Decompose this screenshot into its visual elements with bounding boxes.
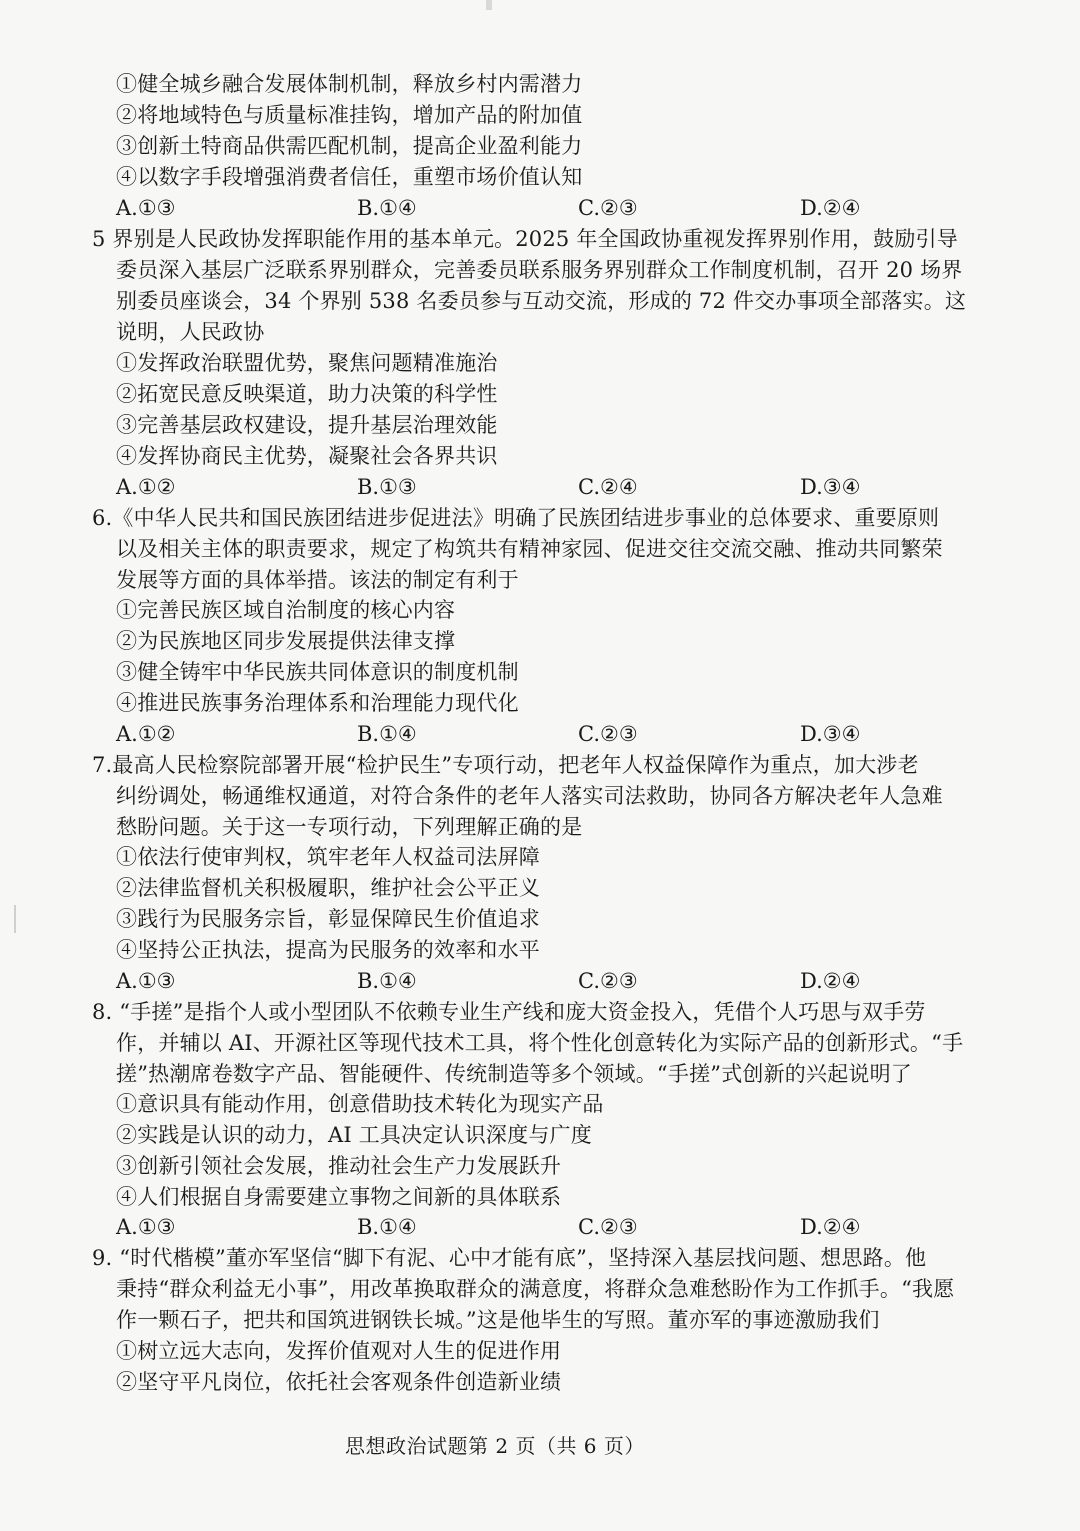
q8-item-3: ③创新引领社会发展，推动社会生产力发展跃升 [116, 1154, 562, 1178]
q8-stem-line-2: 作，并辅以 AI、开源社区等现代技术工具，将个性化创意转化为实际产品的创新形式。“手 [116, 1031, 964, 1055]
q5-stem-line-2: 委员深入基层广泛联系界别群众，完善委员联系服务界别群众工作制度机制，召开 20 场界 [116, 258, 963, 282]
q5-option-b: B.①③ [357, 475, 417, 499]
page-footer: 思想政治试题第 2 页（共 6 页） [345, 1434, 645, 1458]
q9-stem-line-3: 作一颗石子，把共和国筑进钢铁长城。”这是他毕生的写照。董亦军的事迹激励我们 [116, 1308, 880, 1332]
q6-option-b: B.①④ [357, 722, 417, 746]
q9-item-2: ②坚守平凡岗位，依托社会客观条件创造新业绩 [116, 1370, 562, 1394]
q5-option-d: D.③④ [800, 475, 861, 499]
q5-stem-line-1: 5 界别是人民政协发挥职能作用的基本单元。2025 年全国政协重视发挥界别作用，鼓励引导 [92, 227, 958, 251]
q5-item-3: ③完善基层政权建设，提升基层治理效能 [116, 413, 498, 437]
q4-item-3: ③创新土特商品供需匹配机制，提高企业盈利能力 [116, 134, 583, 158]
q5-stem-line-3: 别委员座谈会，34 个界别 538 名委员参与互动交流，形成的 72 件交办事项全部落实。这 [116, 289, 967, 313]
q4-option-c: C.②③ [578, 196, 638, 220]
q6-option-a: A.①② [116, 722, 176, 746]
q6-item-2: ②为民族地区同步发展提供法律支撑 [116, 629, 456, 653]
q8-item-4: ④人们根据自身需要建立事物之间新的具体联系 [116, 1185, 562, 1209]
q5-item-1: ①发挥政治联盟优势，聚焦问题精准施治 [116, 351, 498, 375]
q4-option-d: D.②④ [800, 196, 861, 220]
q7-item-2: ②法律监督机关积极履职，维护社会公平正义 [116, 876, 540, 900]
q8-stem-line-1: 8. “手搓”是指个人或小型团队不依赖专业生产线和庞大资金投入，凭借个人巧思与双手劳 [92, 1000, 926, 1024]
q6-item-3: ③健全铸牢中华民族共同体意识的制度机制 [116, 660, 519, 684]
q9-stem-line-1: 9. “时代楷模”董亦军坚信“脚下有泥、心中才能有底”，坚持深入基层找问题、想思路。他 [92, 1246, 927, 1270]
q8-option-c: C.②③ [578, 1215, 638, 1239]
q6-stem-line-3: 发展等方面的具体举措。该法的制定有利于 [116, 568, 519, 592]
q7-stem-line-3: 愁盼问题。关于这一专项行动，下列理解正确的是 [116, 815, 583, 839]
q7-option-d: D.②④ [800, 969, 861, 993]
q9-stem-line-2: 秉持“群众利益无小事”，用改革换取群众的满意度，将群众急难愁盼作为工作抓手。“我愿 [116, 1277, 955, 1301]
q7-stem-line-1: 7.最高人民检察院部署开展“检护民生”专项行动，把老年人权益保障作为重点，加大涉老 [92, 753, 919, 777]
q7-item-3: ③践行为民服务宗旨，彰显保障民生价值追求 [116, 907, 540, 931]
scan-artifact-edge [14, 905, 16, 933]
q8-item-1: ①意识具有能动作用，创意借助技术转化为现实产品 [116, 1092, 604, 1116]
q6-option-c: C.②③ [578, 722, 638, 746]
q7-stem-line-2: 纠纷调处，畅通维权通道，对符合条件的老年人落实司法救助，协同各方解决老年人急难 [116, 784, 943, 808]
q9-item-1: ①树立远大志向，发挥价值观对人生的促进作用 [116, 1339, 562, 1363]
q4-item-1: ①健全城乡融合发展体制机制，释放乡村内需潜力 [116, 72, 583, 96]
q8-option-b: B.①④ [357, 1215, 417, 1239]
q5-option-a: A.①② [116, 475, 176, 499]
q5-item-4: ④发挥协商民主优势，凝聚社会各界共识 [116, 444, 498, 468]
q7-option-b: B.①④ [357, 969, 417, 993]
q6-item-1: ①完善民族区域自治制度的核心内容 [116, 598, 456, 622]
q6-stem-line-2: 以及相关主体的职责要求，规定了构筑共有精神家园、促进交往交流交融、推动共同繁荣 [116, 537, 943, 561]
q8-option-d: D.②④ [800, 1215, 861, 1239]
q4-option-b: B.①④ [357, 196, 417, 220]
q7-option-a: A.①③ [116, 969, 176, 993]
q5-item-2: ②拓宽民意反映渠道，助力决策的科学性 [116, 382, 498, 406]
q4-item-4: ④以数字手段增强消费者信任，重塑市场价值认知 [116, 165, 583, 189]
q7-item-1: ①依法行使审判权，筑牢老年人权益司法屏障 [116, 845, 540, 869]
q6-option-d: D.③④ [800, 722, 861, 746]
q7-item-4: ④坚持公正执法，提高为民服务的效率和水平 [116, 938, 540, 962]
q4-item-2: ②将地域特色与质量标准挂钩，增加产品的附加值 [116, 103, 583, 127]
q8-stem-line-3: 搓”热潮席卷数字产品、智能硬件、传统制造等多个领域。“手搓”式创新的兴起说明了 [116, 1062, 913, 1086]
q8-item-2: ②实践是认识的动力，AI 工具决定认识深度与广度 [116, 1123, 592, 1147]
q7-option-c: C.②③ [578, 969, 638, 993]
q5-option-c: C.②④ [578, 475, 638, 499]
q6-item-4: ④推进民族事务治理体系和治理能力现代化 [116, 691, 519, 715]
q5-stem-line-4: 说明，人民政协 [116, 320, 265, 344]
q8-option-a: A.①③ [116, 1215, 176, 1239]
q6-stem-line-1: 6.《中华人民共和国民族团结进步促进法》明确了民族团结进步事业的总体要求、重要原则 [92, 506, 940, 530]
scan-artifact-top [486, 0, 492, 10]
q4-option-a: A.①③ [116, 196, 176, 220]
